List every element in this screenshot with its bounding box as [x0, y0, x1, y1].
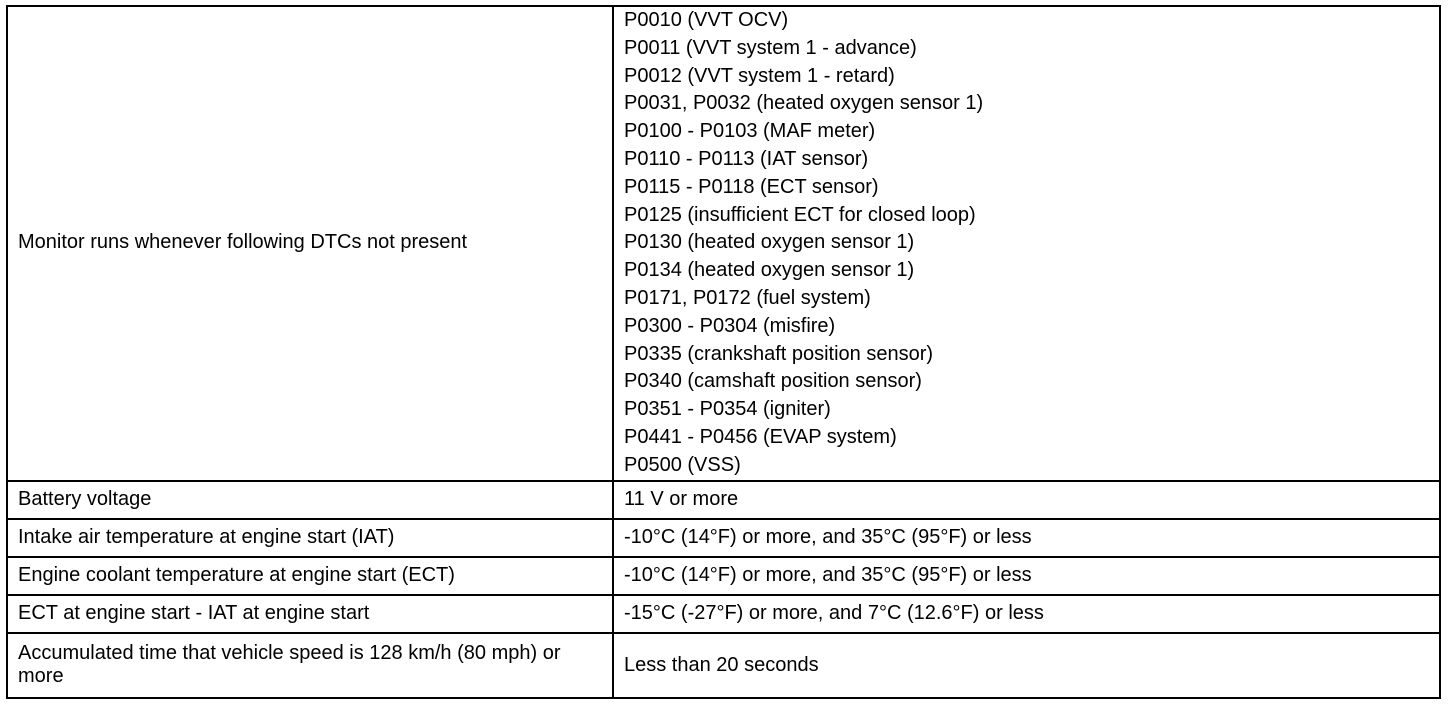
dtc-code-list [613, 6, 1440, 481]
table-row [7, 6, 1440, 481]
condition-label: Engine coolant temperature at engine start (ECT) [7, 557, 613, 595]
condition-label: Monitor runs whenever following DTCs not present [7, 6, 613, 481]
condition-label: Intake air temperature at engine start (IAT) [7, 519, 613, 557]
table-row [7, 481, 1440, 519]
dtc-code: P0010 (VVT OCV) [624, 9, 789, 31]
condition-label: ECT at engine start - IAT at engine start [7, 595, 613, 633]
dtc-code: P0300 - P0304 (misfire) [624, 314, 836, 337]
condition-value: -10°C (14°F) or more, and 35°C (95°F) or less [613, 519, 1440, 557]
dtc-code: P0011 (VVT system 1 - advance) [624, 36, 917, 59]
dtc-code: P0134 (heated oxygen sensor 1) [624, 259, 915, 282]
dtc-code: P0125 (insufficient ECT for closed loop) [624, 203, 976, 226]
dtc-code: P0130 (heated oxygen sensor 1) [624, 231, 915, 254]
condition-value: -15°C (-27°F) or more, and 7°C (12.6°F) or less [613, 595, 1440, 633]
conditions-table [6, 5, 1441, 699]
condition-value: 11 V or more [613, 481, 1440, 519]
dtc-code: P0100 - P0103 (MAF meter) [624, 120, 876, 143]
condition-label: Accumulated time that vehicle speed is 128 km/h (80 mph) or more [7, 633, 613, 698]
dtc-code: P0031, P0032 (heated oxygen sensor 1) [624, 92, 984, 115]
dtc-code: P0351 - P0354 (igniter) [624, 398, 831, 421]
dtc-code: P0110 - P0113 (IAT sensor) [624, 147, 869, 170]
dtc-code: P0500 (VSS) [624, 453, 741, 476]
dtc-code: P0441 - P0456 (EVAP system) [624, 425, 897, 448]
table-row [7, 519, 1440, 557]
condition-label: Battery voltage [7, 481, 613, 519]
dtc-code: P0012 (VVT system 1 - retard) [624, 64, 895, 87]
condition-value: -10°C (14°F) or more, and 35°C (95°F) or less [613, 557, 1440, 595]
dtc-code: P0340 (camshaft position sensor) [624, 370, 922, 393]
table-row [7, 595, 1440, 633]
dtc-code: P0115 - P0118 (ECT sensor) [624, 175, 879, 198]
dtc-code: P0335 (crankshaft position sensor) [624, 342, 934, 365]
table-row [7, 633, 1440, 698]
condition-value: Less than 20 seconds [613, 633, 1440, 698]
dtc-code: P0171, P0172 (fuel system) [624, 286, 871, 309]
table-row [7, 557, 1440, 595]
